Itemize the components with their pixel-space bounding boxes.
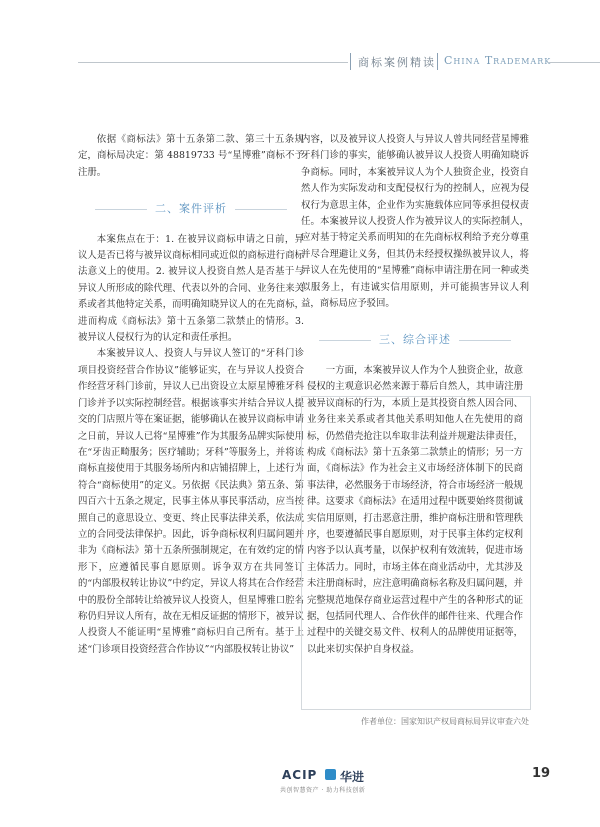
header-divider (437, 53, 438, 70)
logo-cn-text: 华进 (340, 770, 365, 784)
section-heading (301, 332, 529, 348)
heading-rule (235, 209, 287, 210)
logo-text: ACIP (282, 768, 318, 782)
heading-rule (95, 209, 147, 210)
left-column (78, 132, 304, 658)
header-rule-left (78, 62, 348, 63)
header-section-title: 商标案例精读 (358, 56, 436, 69)
author-affiliation: 作者单位：国家知识产权局商标局异议审查六处 (361, 717, 529, 726)
heading-rule (319, 340, 371, 341)
header-rule-right (548, 62, 600, 63)
body-paragraph: 本案焦点在于：1. 在被异议商标申请之日前，异议人是否已将与被异议商标相同或近似的商标进行商标法意义上的使用。2. 被异议人投资自然人是否基于与异议人所形成的除代理、代表以外的合同、业务往来关系或者其他特定关系，而明确知晓异议人的在先商标，进而构成《商标法》第十五条第二款禁止的情形。3. 被异议人侵权行为的认定和责任承担。 (78, 233, 304, 344)
footer-slogan: 共创智慧资产 · 助力科技创新 (280, 787, 366, 794)
review-box-border (301, 396, 531, 710)
section2-title: 二、案件评析 (155, 202, 227, 216)
logo-mark-icon (325, 769, 336, 780)
page-footer (0, 768, 600, 808)
section3-title: 三、综合评述 (379, 333, 451, 347)
page-header (0, 50, 600, 74)
intro-paragraph: 依据《商标法》第十五条第二款、第三十五条规定，商标局决定：第 48819733 号“星博雅”商标不予注册。 (78, 134, 304, 178)
continuation-paragraph: 内容，以及被异议人投资人与异议人曾共同经营星博雅牙科门诊的事实，能够确认被异议人投资人明确知晓诉争商标。同时，本案被异议人为个人独资企业，投资自然人作为实际发动和支配侵权行为的控制人，应视为侵权行为意思主体，企业作为实施载体应同等承担侵权责任。本案被异议人投资人作为被异议人的实际控制人，应对基于特定关系而明知的在先商标权利给予充分尊重并尽合理避让义务，但其仍未经授权操纵被异议人，将异议人在先使用的“星博雅”商标申请注册在同一种或类似服务上，有违诚实信用原则，并可能损害异议人利益，商标局应予驳回。 (301, 134, 529, 310)
review-paragraph: 一方面，本案被异议人作为个人独资企业，故意侵权的主观意识必然来源于幕后自然人，其申请注册被异议商标的行为，本质上是其投资自然人因合同、业务往来关系或者其他关系明知他人在先使用的商标，仍然借壳抢注以牟取非法利益并规避法律责任，构成《商标法》第十五条第二款禁止的情形；另一方面，《商标法》作为社会主义市场经济体制下的民商事法律，必然服务于市场经济，符合市场经济一般规律。这要求《商标法》在适用过程中既要始终贯彻诚实信用原则，打击恶意注册，维护商标注册和管理秩序，也要遵循民事自愿原则，对于民事主体约定权利内容予以认真考量，以保护权利有效流转，促进市场主体活力。同时，市场主体在商业活动中，尤其涉及未注册商标时，应注意明确商标名称及归属问题，并完整规范地保存商业运营过程中产生的各种形式的证据，包括同代理人、合作伙伴的邮件往来、代理合作过程中的关键交易文件、权利人的品牌使用证据等，以此来切实保护自身权益。 (307, 364, 523, 655)
header-journal-name: China Trademark (444, 54, 552, 67)
body-paragraph: 本案被异议人、投资人与异议人签订的“牙科门诊项目投资经营合作协议”能够证实，在与异议人投资合作经营牙科门诊前，异议人已出资设立太原星博雅牙科门诊并予以实际控制经营。根据该事实并结合异议人提交的门店照片等在案证据，能够确认在被异议商标申请之日前，异议人已将“星博雅”作为其服务品牌实际使用在“牙齿正畸服务；医疗辅助；牙科”等服务上，并将该商标直接使用于其服务场所内和店铺招牌上，上述行为符合“商标使用”的定义。另依据《民法典》第五条、第四百六十五条之规定，民事主体从事民事活动，应当按照自己的意思设立、变更、终止民事法律关系，依法成立的合同受法律保护。因此，诉争商标权利归属问题并非为《商标法》第十五条所强制规定，在有效约定的情形下，应遵循民事自愿原则。诉争双方在共同签订的“内部股权转让协议”中约定，异议人将其在合作经营中的股份全部转让给被异议人投资人，但星博雅口腔名称仍归异议人所有，故在无相反证据的情形下，被异议人投资人不能证明“星博雅”商标归自己所有。基于上述“门诊项目投资经营合作协议”“内部股权转让协议” (78, 348, 304, 655)
section-heading (78, 201, 304, 217)
page-number: 19 (532, 766, 551, 781)
heading-rule (459, 340, 511, 341)
header-divider (350, 53, 351, 70)
